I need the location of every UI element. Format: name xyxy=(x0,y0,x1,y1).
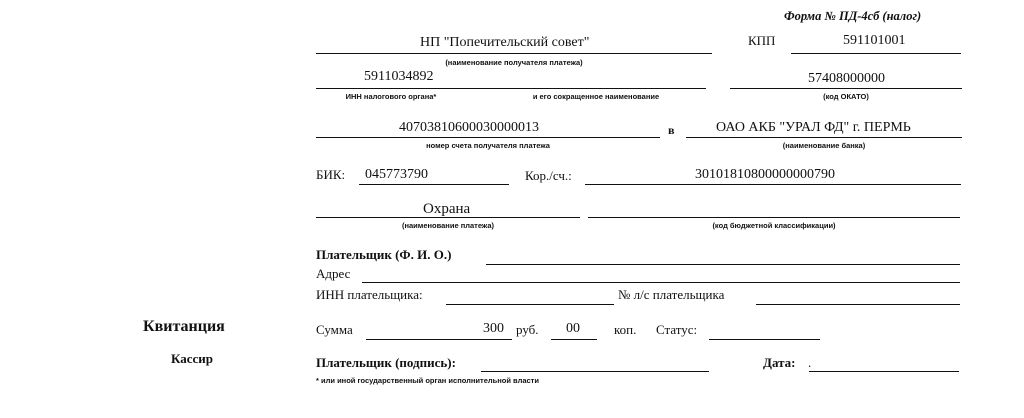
payer-label: Плательщик (Ф. И. О.) xyxy=(316,247,452,262)
sum-kop-line xyxy=(551,339,597,340)
cashier-label: Кассир xyxy=(171,351,214,366)
address-label: Адрес xyxy=(316,266,351,281)
account-value: 40703810600030000013 xyxy=(399,120,539,135)
date-value: . xyxy=(808,355,812,370)
recipient-caption: (наименование получателя платежа) xyxy=(445,58,583,67)
form-header: Форма № ПД-4сб (налог) xyxy=(784,9,922,23)
sum-label: Сумма xyxy=(316,322,353,337)
kpp-label: КПП xyxy=(748,33,776,48)
bik-value: 045773790 xyxy=(365,167,428,182)
address-line xyxy=(362,282,960,283)
signature-line xyxy=(481,371,709,372)
status-line xyxy=(709,339,820,340)
recipient-name: НП "Попечительский совет" xyxy=(420,35,590,50)
payment-name-line xyxy=(316,217,580,218)
payer-line xyxy=(486,264,960,265)
sum-rub-line xyxy=(366,339,512,340)
sum-kop-value: 00 xyxy=(566,321,580,336)
short-name-caption: и его сокращенное наименование xyxy=(532,92,660,101)
in-label: в xyxy=(668,123,675,137)
payment-caption: (наименование платежа) xyxy=(401,221,494,230)
sum-rub-value: 300 xyxy=(483,321,504,336)
bank-caption: (наименование банка) xyxy=(782,141,866,150)
kbk-line xyxy=(588,217,960,218)
receipt-title: Квитанция xyxy=(143,318,225,335)
payment-name-value: Охрана xyxy=(423,201,471,217)
kop-label: коп. xyxy=(614,322,637,337)
kbk-caption: (код бюджетной классификации) xyxy=(712,221,836,230)
bank-line xyxy=(686,137,962,138)
kor-line xyxy=(585,184,961,185)
kpp-value: 591101001 xyxy=(843,33,906,48)
footnote: * или иной государственный орган исполнительной власти xyxy=(316,376,539,385)
signature-label: Плательщик (подпись): xyxy=(316,355,456,370)
kor-value: 30101810800000000790 xyxy=(695,167,835,182)
kor-label: Кор./сч.: xyxy=(525,168,572,183)
account-caption: номер счета получателя платежа xyxy=(426,141,550,150)
payer-inn-line xyxy=(446,304,614,305)
rub-label: руб. xyxy=(516,322,539,337)
kpp-line xyxy=(791,53,961,54)
bank-value: ОАО АКБ "УРАЛ ФД" г. ПЕРМЬ xyxy=(716,120,911,135)
payer-account-line xyxy=(756,304,960,305)
okato-value: 57408000000 xyxy=(808,71,885,86)
payer-account-label: № л/с плательщика xyxy=(618,287,725,302)
okato-caption: (код ОКАТО) xyxy=(823,92,869,101)
account-line xyxy=(316,137,660,138)
inn-line xyxy=(316,88,706,89)
date-line xyxy=(809,371,959,372)
date-label: Дата: xyxy=(763,355,796,370)
okato-line xyxy=(730,88,962,89)
inn-caption: ИНН налогового органа* xyxy=(345,92,437,101)
status-label: Статус: xyxy=(656,322,698,337)
payer-inn-label: ИНН плательщика: xyxy=(316,287,423,302)
recipient-line xyxy=(316,53,712,54)
inn-value: 5911034892 xyxy=(364,69,434,84)
bik-line xyxy=(359,184,509,185)
bik-label: БИК: xyxy=(316,167,346,182)
